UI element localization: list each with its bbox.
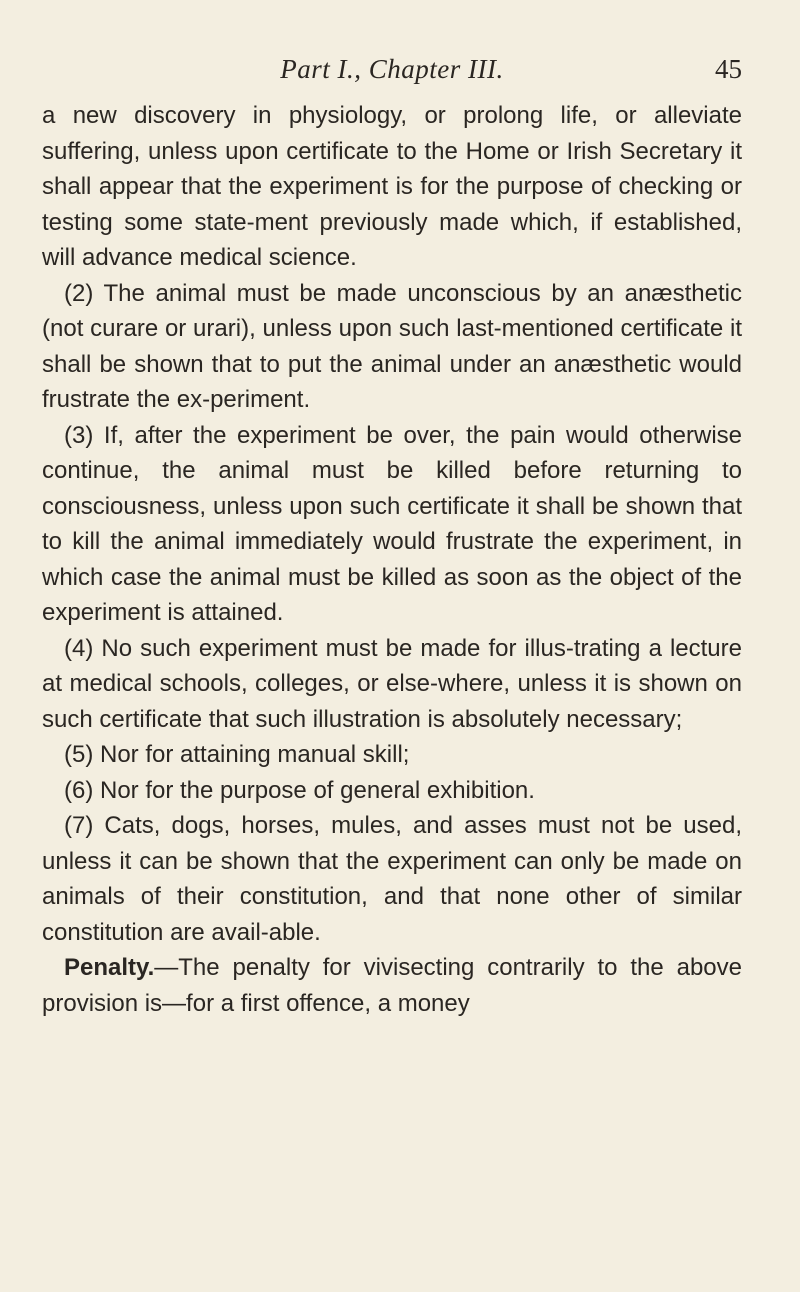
paragraph-continuation: a new discovery in physiology, or prolong life, or alleviate suffering, unless upon certificate to the Home or Irish Secretary it shall appear that the experiment is for the purpose of checking or testing some state-ment previously made which, if established, will advance medical science. — [42, 102, 742, 271]
running-head — [42, 54, 742, 98]
penalty-text: —The penalty for vivisecting contrarily to the above provision is—for a first offence, a money — [42, 954, 742, 1017]
paragraph-4: (4) No such experiment must be made for illus-trating a lecture at medical schools, colleges, or else-where, unless it is shown on such certificate that such illustration is absolutely necessary; — [42, 634, 742, 733]
paragraph-5: (5) Nor for attaining manual skill; — [64, 741, 410, 768]
penalty-paragraph — [42, 950, 742, 1021]
penalty-heading: Penalty. — [64, 954, 155, 981]
paragraph-3: (3) If, after the experiment be over, the pain would otherwise continue, the animal must be killed before returning to consciousness, unless upon such certificate it shall be shown that to kill the animal immediately would frustrate the experiment, in which case the animal must be killed as soon as the object of the experiment is attained. — [42, 421, 742, 626]
body-text — [42, 98, 742, 1021]
running-title: Part I., Chapter III. — [280, 54, 504, 84]
paragraph-7: (7) Cats, dogs, horses, mules, and asses must not be used, unless it can be shown that the experiment can only be made on animals of their constitution, and that none other of similar constitution are avail-able. — [42, 812, 742, 946]
paragraph-6: (6) Nor for the purpose of general exhibition. — [64, 776, 535, 804]
paragraph-2: (2) The animal must be made unconscious by an anæsthetic (not curare or urari), unless upon such last-mentioned certificate it shall be shown that to put the animal under an anæsthetic would frustrate the ex-periment. — [42, 279, 742, 413]
page-number: 45 — [715, 54, 742, 84]
